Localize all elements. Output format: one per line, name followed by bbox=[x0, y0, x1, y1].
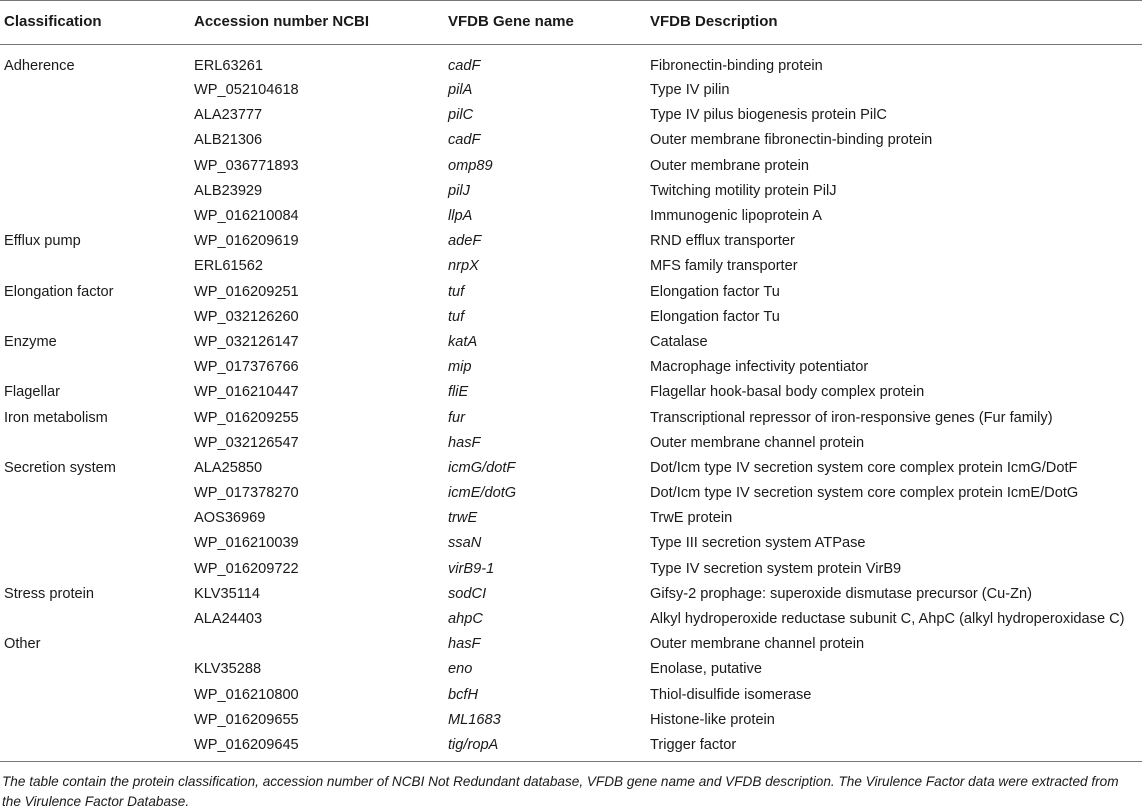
table-row bbox=[0, 128, 1142, 153]
cell-accession: WP_017378270 bbox=[194, 485, 299, 502]
cell-classification bbox=[0, 128, 190, 153]
cell-gene: tuf bbox=[448, 308, 465, 325]
header-classification: Classification bbox=[0, 1, 190, 45]
cell-accession: AOS36969 bbox=[194, 510, 266, 527]
cell-classification: Flagellar bbox=[4, 384, 60, 401]
cell-classification: Efflux pump bbox=[4, 233, 81, 250]
cell-classification bbox=[0, 682, 190, 707]
cell-gene: llpA bbox=[448, 208, 473, 225]
cell-description: Type III secretion system ATPase bbox=[650, 535, 866, 552]
header-gene: VFDB Gene name bbox=[444, 1, 646, 45]
cell-accession: ALA24403 bbox=[194, 611, 263, 628]
cell-accession: WP_016209645 bbox=[190, 732, 444, 761]
cell-accession: WP_016209619 bbox=[194, 233, 299, 250]
cell-classification bbox=[0, 556, 190, 581]
table-row bbox=[0, 203, 1142, 228]
cell-description: Enolase, putative bbox=[650, 661, 762, 678]
cell-description: Outer membrane channel protein bbox=[650, 434, 865, 451]
cell-accession: WP_017376766 bbox=[194, 359, 299, 376]
cell-description: TrwE protein bbox=[650, 510, 733, 527]
cell-accession: WP_016210800 bbox=[194, 686, 299, 703]
table-row bbox=[0, 531, 1142, 556]
cell-gene: sodCI bbox=[448, 585, 487, 602]
cell-description: MFS family transporter bbox=[650, 258, 798, 275]
cell-description: Flagellar hook-basal body complex protein bbox=[650, 384, 925, 401]
cell-classification bbox=[0, 506, 190, 531]
cell-gene: adeF bbox=[448, 233, 482, 250]
cell-accession: ALB21306 bbox=[194, 132, 263, 149]
cell-gene: hasF bbox=[448, 636, 481, 653]
cell-classification bbox=[0, 657, 190, 682]
table-row bbox=[0, 45, 1142, 78]
cell-accession: WP_016209255 bbox=[194, 409, 299, 426]
cell-description: Catalase bbox=[650, 333, 708, 350]
table-caption: The table contain the protein classification, accession number of NCBI Not Redundant database, VFDB gene name and VFDB description. The Virulence Factor data were extracted from the Virulence Factor Database. bbox=[2, 774, 1119, 809]
cell-gene: icmG/dotF bbox=[448, 459, 516, 476]
cell-accession: WP_036771893 bbox=[194, 157, 299, 174]
cell-gene: fur bbox=[448, 409, 466, 426]
table-row bbox=[0, 229, 1142, 254]
cell-classification: Secretion system bbox=[4, 459, 116, 476]
cell-classification bbox=[0, 153, 190, 178]
table-row bbox=[0, 732, 1142, 761]
cell-accession: WP_016210084 bbox=[194, 208, 299, 225]
table-row bbox=[0, 178, 1142, 203]
table-header bbox=[0, 1, 1142, 45]
table-row bbox=[0, 632, 1142, 657]
cell-description: Trigger factor bbox=[646, 732, 1142, 761]
cell-gene: pilJ bbox=[448, 182, 470, 199]
cell-description: Fibronectin-binding protein bbox=[650, 57, 823, 74]
cell-description: Dot/Icm type IV secretion system core complex protein IcmE/DotG bbox=[650, 485, 1079, 502]
table-row bbox=[0, 506, 1142, 531]
cell-accession bbox=[190, 632, 444, 657]
cell-accession: ALA23777 bbox=[194, 107, 263, 124]
cell-accession: WP_016210447 bbox=[194, 384, 299, 401]
table-row bbox=[0, 405, 1142, 430]
table-row bbox=[0, 355, 1142, 380]
header-row bbox=[0, 1, 1142, 45]
cell-accession: WP_032126260 bbox=[194, 308, 299, 325]
cell-classification: Iron metabolism bbox=[4, 409, 108, 426]
table-row bbox=[0, 430, 1142, 455]
cell-gene: pilA bbox=[448, 82, 473, 99]
cell-gene: ssaN bbox=[448, 535, 482, 552]
cell-description: Alkyl hydroperoxide reductase subunit C, AhpC (alkyl hydroperoxidase C) bbox=[650, 611, 1125, 628]
cell-description: Elongation factor Tu bbox=[650, 308, 780, 325]
cell-classification bbox=[0, 732, 190, 761]
cell-classification: Enzyme bbox=[4, 333, 57, 350]
cell-classification bbox=[0, 254, 190, 279]
cell-classification: Stress protein bbox=[4, 585, 95, 602]
cell-gene: mip bbox=[448, 359, 472, 376]
cell-classification bbox=[0, 178, 190, 203]
cell-accession: WP_016209655 bbox=[194, 711, 299, 728]
cell-gene: virB9-1 bbox=[448, 560, 495, 577]
cell-classification: Adherence bbox=[4, 57, 75, 74]
cell-classification bbox=[0, 355, 190, 380]
cell-description: Macrophage infectivity potentiator bbox=[650, 359, 869, 376]
cell-gene: fliE bbox=[448, 384, 469, 401]
cell-accession: WP_016209722 bbox=[194, 560, 299, 577]
cell-description: Dot/Icm type IV secretion system core complex protein IcmG/DotF bbox=[650, 459, 1078, 476]
cell-accession: ERL63261 bbox=[194, 57, 263, 74]
cell-gene: trwE bbox=[448, 510, 478, 527]
cell-accession: KLV35114 bbox=[194, 585, 260, 602]
table-body bbox=[0, 45, 1142, 762]
table-row bbox=[0, 304, 1142, 329]
table-row bbox=[0, 254, 1142, 279]
cell-accession: ALB23929 bbox=[194, 182, 263, 199]
cell-gene: tuf bbox=[448, 283, 465, 300]
cell-description: Thiol-disulfide isomerase bbox=[650, 686, 812, 703]
cell-description: Immunogenic lipoprotein A bbox=[650, 208, 822, 225]
cell-description: Gifsy-2 prophage: superoxide dismutase precursor (Cu-Zn) bbox=[650, 585, 1033, 602]
table-row bbox=[0, 329, 1142, 354]
cell-gene: eno bbox=[448, 661, 473, 678]
cell-description: Elongation factor Tu bbox=[650, 283, 780, 300]
table-row bbox=[0, 606, 1142, 631]
cell-gene: cadF bbox=[448, 132, 481, 149]
table-row bbox=[0, 380, 1142, 405]
cell-accession: WP_016209251 bbox=[194, 283, 299, 300]
cell-accession: WP_032126547 bbox=[194, 434, 299, 451]
cell-description: Transcriptional repressor of iron-responsive genes (Fur family) bbox=[650, 409, 1053, 426]
table-row bbox=[0, 581, 1142, 606]
cell-classification bbox=[0, 103, 190, 128]
cell-classification bbox=[0, 606, 190, 631]
cell-gene: tig/ropA bbox=[444, 732, 646, 761]
cell-accession: ALA25850 bbox=[194, 459, 263, 476]
table-row bbox=[0, 682, 1142, 707]
cell-description: Histone-like protein bbox=[650, 711, 775, 728]
cell-description: Type IV pilin bbox=[650, 82, 730, 99]
cell-gene: bcfH bbox=[448, 686, 479, 703]
cell-gene: ahpC bbox=[448, 611, 483, 628]
table-row bbox=[0, 78, 1142, 103]
cell-classification: Elongation factor bbox=[4, 283, 114, 300]
table-row bbox=[0, 481, 1142, 506]
cell-gene: katA bbox=[448, 333, 478, 350]
cell-classification: Other bbox=[4, 636, 41, 653]
cell-accession: WP_016210039 bbox=[194, 535, 299, 552]
cell-accession: ERL61562 bbox=[194, 258, 263, 275]
cell-description: Type IV pilus biogenesis protein PilC bbox=[650, 107, 887, 124]
cell-classification bbox=[0, 707, 190, 732]
cell-classification bbox=[0, 203, 190, 228]
table-row bbox=[0, 103, 1142, 128]
table-row bbox=[0, 657, 1142, 682]
cell-gene: pilC bbox=[448, 107, 474, 124]
table-row bbox=[0, 556, 1142, 581]
header-accession: Accession number NCBI bbox=[190, 1, 444, 45]
table-row bbox=[0, 455, 1142, 480]
cell-classification bbox=[0, 430, 190, 455]
cell-gene: nrpX bbox=[448, 258, 479, 275]
cell-gene: omp89 bbox=[448, 157, 493, 174]
cell-gene: hasF bbox=[448, 434, 481, 451]
cell-classification bbox=[0, 304, 190, 329]
cell-classification bbox=[0, 78, 190, 103]
table-row bbox=[0, 707, 1142, 732]
cell-description: Outer membrane channel protein bbox=[650, 636, 865, 653]
header-description: VFDB Description bbox=[646, 1, 1142, 45]
table-row bbox=[0, 153, 1142, 178]
cell-classification bbox=[0, 531, 190, 556]
cell-gene: ML1683 bbox=[448, 711, 501, 728]
cell-gene: cadF bbox=[448, 57, 481, 74]
cell-description: Outer membrane protein bbox=[650, 157, 809, 174]
cell-accession: WP_032126147 bbox=[194, 333, 299, 350]
cell-description: Type IV secretion system protein VirB9 bbox=[650, 560, 902, 577]
cell-classification bbox=[0, 481, 190, 506]
cell-accession: KLV35288 bbox=[194, 661, 262, 678]
cell-gene: icmE/dotG bbox=[448, 485, 517, 502]
cell-description: RND efflux transporter bbox=[650, 233, 795, 250]
table-row bbox=[0, 279, 1142, 304]
cell-description: Outer membrane fibronectin-binding protein bbox=[650, 132, 933, 149]
cell-description: Twitching motility protein PilJ bbox=[650, 182, 837, 199]
cell-accession: WP_052104618 bbox=[194, 82, 299, 99]
